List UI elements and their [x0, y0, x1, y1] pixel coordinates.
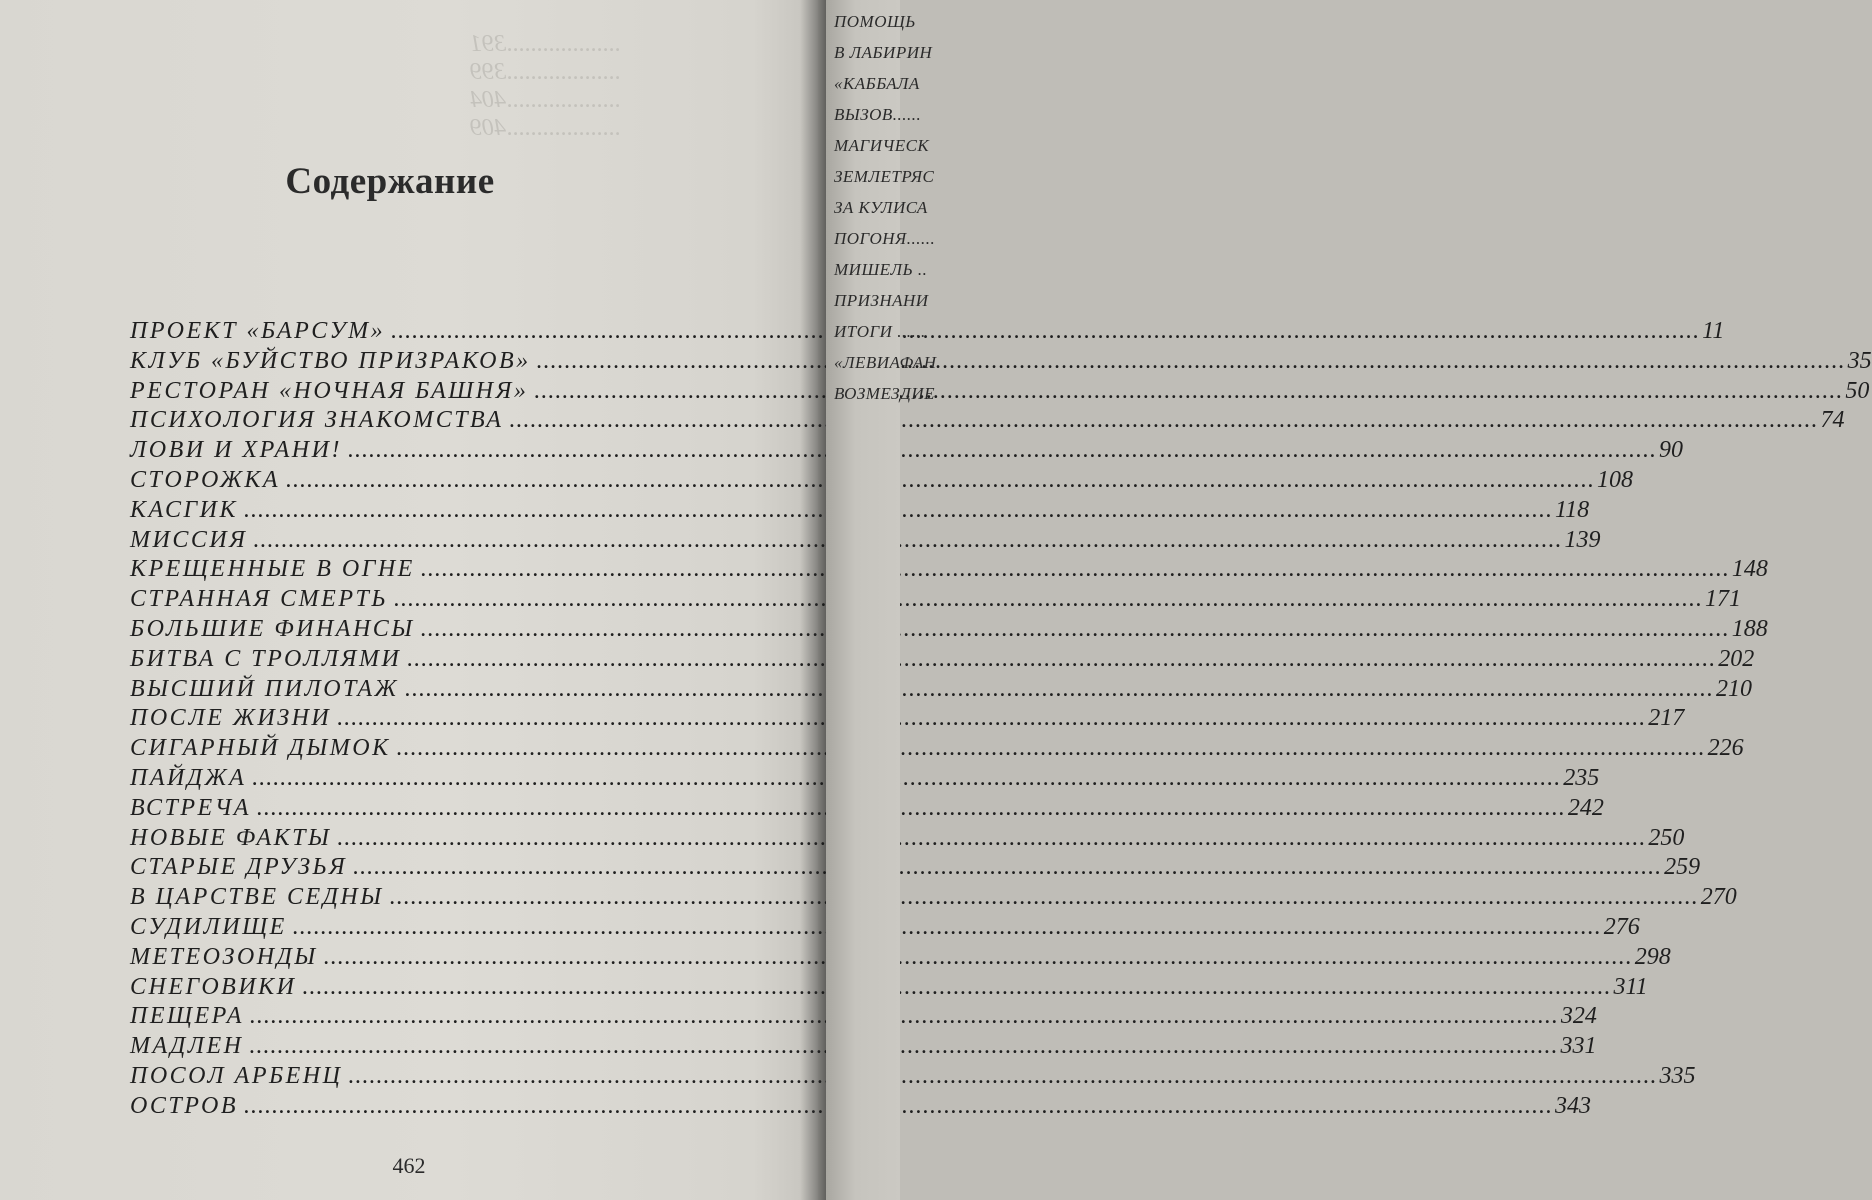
toc-entry [130, 913, 1640, 944]
toc-entry-page: 331 [1560, 1033, 1597, 1060]
toc-entry-title: ОСТРОВ [130, 1092, 239, 1119]
right-page-fragment: МАГИЧЕСК [834, 136, 930, 155]
toc-leader-dots [257, 795, 1566, 822]
toc-entry-page: 35 [1847, 347, 1872, 374]
right-page-fragment: В ЛАБИРИН [834, 43, 933, 62]
toc-entry-title: МЕТЕОЗОНДЫ [130, 943, 318, 970]
toc-entry-title: КЛУБ «БУЙСТВО ПРИЗРАКОВ» [130, 347, 531, 374]
toc-entry-title: СТАРЫЕ ДРУЗЬЯ [130, 854, 348, 881]
toc-leader-dots [353, 854, 1662, 881]
toc-entry-title: БОЛЬШИЕ ФИНАНСЫ [130, 615, 415, 642]
toc-entry [130, 645, 1755, 676]
toc-leader-dots [348, 1063, 1657, 1090]
toc-entry-title: ПСИХОЛОГИЯ ЗНАКОМСТВА [130, 407, 504, 434]
toc-entry-page: 226 [1707, 735, 1744, 762]
toc-entry [130, 556, 1768, 586]
toc-leader-dots [407, 646, 1716, 673]
toc-entry-title: НОВЫЕ ФАКТЫ [130, 824, 332, 851]
toc-leader-dots [252, 765, 1561, 792]
right-page-fragment: ИТОГИ ...... [834, 322, 926, 341]
toc-entry [130, 526, 1601, 557]
toc-entry [130, 675, 1753, 706]
toc-entry-page: 250 [1648, 824, 1685, 851]
right-page-edge [826, 0, 937, 1200]
right-page-fragment: «КАББАЛА [834, 74, 920, 93]
toc-entry-title: ВЫСШИЙ ПИЛОТАЖ [130, 675, 400, 702]
toc-entry [130, 466, 1634, 497]
toc-entry-title: ПОСОЛ АРБЕНЦ [130, 1062, 343, 1089]
toc-entry-page: 324 [1560, 1003, 1597, 1030]
toc-leader-dots [250, 1033, 1559, 1060]
toc-entry-title: СИГАРНЫЙ ДЫМОК [130, 735, 391, 762]
right-page-fragment: ПОМОЩЬ [834, 12, 916, 31]
toc-entry [130, 586, 1741, 616]
toc-entry [130, 764, 1600, 795]
toc-entry [130, 1062, 1696, 1093]
right-page-fragment: ЗА КУЛИСА [834, 198, 928, 217]
right-page-fragment: ПРИЗНАНИ [834, 291, 929, 310]
toc-leader-dots [391, 318, 1700, 345]
toc-leader-dots [253, 527, 1562, 554]
toc-entry-page: 139 [1564, 526, 1601, 553]
toc-entry-page: 210 [1716, 675, 1753, 702]
toc-entry-page: 259 [1664, 854, 1701, 881]
toc-entry [130, 615, 1768, 646]
toc-leader-dots [509, 407, 1818, 434]
toc-leader-dots [405, 676, 1714, 703]
toc-entry-page: 202 [1718, 645, 1755, 672]
toc-leader-dots [534, 378, 1843, 405]
bleed-line: ...................399 [470, 59, 620, 85]
toc-entry [130, 705, 1685, 735]
toc-entry-title: ПЕЩЕРА [130, 1003, 244, 1030]
right-page-fragment: «ЛЕВИАФАН [834, 353, 937, 372]
toc-entry-title: СНЕГОВИКИ [130, 973, 297, 1000]
page-number: 462 [392, 1153, 426, 1178]
toc-entry [130, 794, 1604, 825]
toc-entry-page: 118 [1554, 496, 1590, 523]
toc-entry-title: ПАЙДЖА [130, 764, 247, 791]
bleed-line: ...................404 [470, 87, 620, 113]
toc-entry [130, 437, 1683, 467]
toc-entry-page: 148 [1731, 556, 1768, 583]
toc-entry-page: 311 [1613, 973, 1648, 1000]
toc-entry-title: СТОРОЖКА [130, 466, 281, 493]
toc-leader-dots [302, 974, 1611, 1001]
bleed-line: ...................391 [470, 31, 620, 57]
toc-entry-title: МИССИЯ [130, 526, 248, 553]
toc-entry-title: ПРОЕКТ «БАРСУМ» [130, 318, 386, 344]
toc-entry-page: 335 [1659, 1062, 1696, 1089]
toc-entry-page: 298 [1634, 943, 1671, 970]
toc-entry-title: СТРАННАЯ СМЕРТЬ [130, 586, 388, 613]
toc-leader-dots [337, 825, 1646, 852]
right-page-fragment: ПОГОНЯ...... [834, 229, 936, 248]
toc-entry-title: КРЕЩЕННЫЕ В ОГНЕ [130, 556, 415, 583]
toc-entry-page: 90 [1658, 437, 1683, 464]
toc-entry-title: РЕСТОРАН «НОЧНАЯ БАШНЯ» [130, 377, 529, 404]
right-page-fragment: ЗЕМЛЕТРЯС [834, 167, 935, 186]
toc-entry [130, 884, 1737, 914]
book-gutter-shadow [800, 0, 826, 1200]
toc-leader-dots [324, 944, 1633, 971]
toc-entry-page: 188 [1731, 615, 1768, 642]
toc-leader-dots [293, 914, 1602, 941]
toc-entry [130, 943, 1671, 974]
toc-leader-dots [537, 348, 1846, 375]
bleed-line: ...................409 [470, 115, 620, 141]
toc-entry [130, 496, 1590, 527]
right-page-fragment: ВЫЗОВ...... [834, 105, 922, 124]
toc-entry-page: 270 [1700, 884, 1737, 911]
toc-entry [130, 735, 1744, 765]
toc-leader-dots [390, 884, 1699, 911]
toc-entry [130, 1003, 1597, 1033]
toc-entry-title: В ЦАРСТВЕ СЕДНЫ [130, 884, 384, 911]
toc-entry [130, 1033, 1597, 1063]
bleed-through-text [470, 30, 800, 142]
toc-entry-page: 235 [1563, 764, 1600, 791]
toc-entry-page: 343 [1555, 1092, 1592, 1119]
toc-entry-page: 108 [1597, 466, 1634, 493]
toc-leader-dots [286, 467, 1595, 494]
toc-entry [130, 407, 1845, 437]
toc-entry-page: 74 [1820, 407, 1845, 434]
toc-entry [130, 854, 1701, 884]
toc-entry-page: 171 [1705, 586, 1741, 613]
page-title: Содержание [285, 161, 495, 202]
toc-entry-page: 11 [1702, 318, 1725, 344]
toc-entry-title: КАСГИК [130, 496, 238, 523]
toc-entry-title: СУДИЛИЩЕ [130, 913, 287, 940]
toc-entry [130, 973, 1648, 1004]
right-page-fragments [834, 6, 937, 409]
toc-entry-page: 50 [1845, 377, 1870, 404]
right-page-fragment: ВОЗМЕЗДИЕ [834, 384, 935, 403]
toc-entry-title: БИТВА С ТРОЛЛЯМИ [130, 645, 402, 672]
toc-leader-dots [337, 705, 1646, 732]
toc-entry-page: 242 [1567, 794, 1604, 821]
right-page-fragment: МИШЕЛЬ .. [834, 260, 928, 279]
toc-entry-title: ВСТРЕЧА [130, 794, 251, 821]
toc-entry [130, 1092, 1592, 1123]
toc-leader-dots [348, 437, 1657, 464]
toc-leader-dots [250, 1003, 1559, 1030]
toc-leader-dots [397, 735, 1706, 762]
toc-entry [130, 824, 1685, 855]
toc-entry-title: МАДЛЕН [130, 1033, 244, 1060]
toc-leader-dots [421, 556, 1730, 583]
toc-entry-page: 217 [1648, 705, 1685, 732]
toc-leader-dots [421, 616, 1730, 643]
toc-entry-page: 276 [1603, 913, 1640, 940]
toc-entry-title: ПОСЛЕ ЖИЗНИ [130, 705, 332, 732]
toc-entry-title: ЛОВИ И ХРАНИ! [130, 437, 342, 464]
toc-leader-dots [394, 586, 1703, 613]
